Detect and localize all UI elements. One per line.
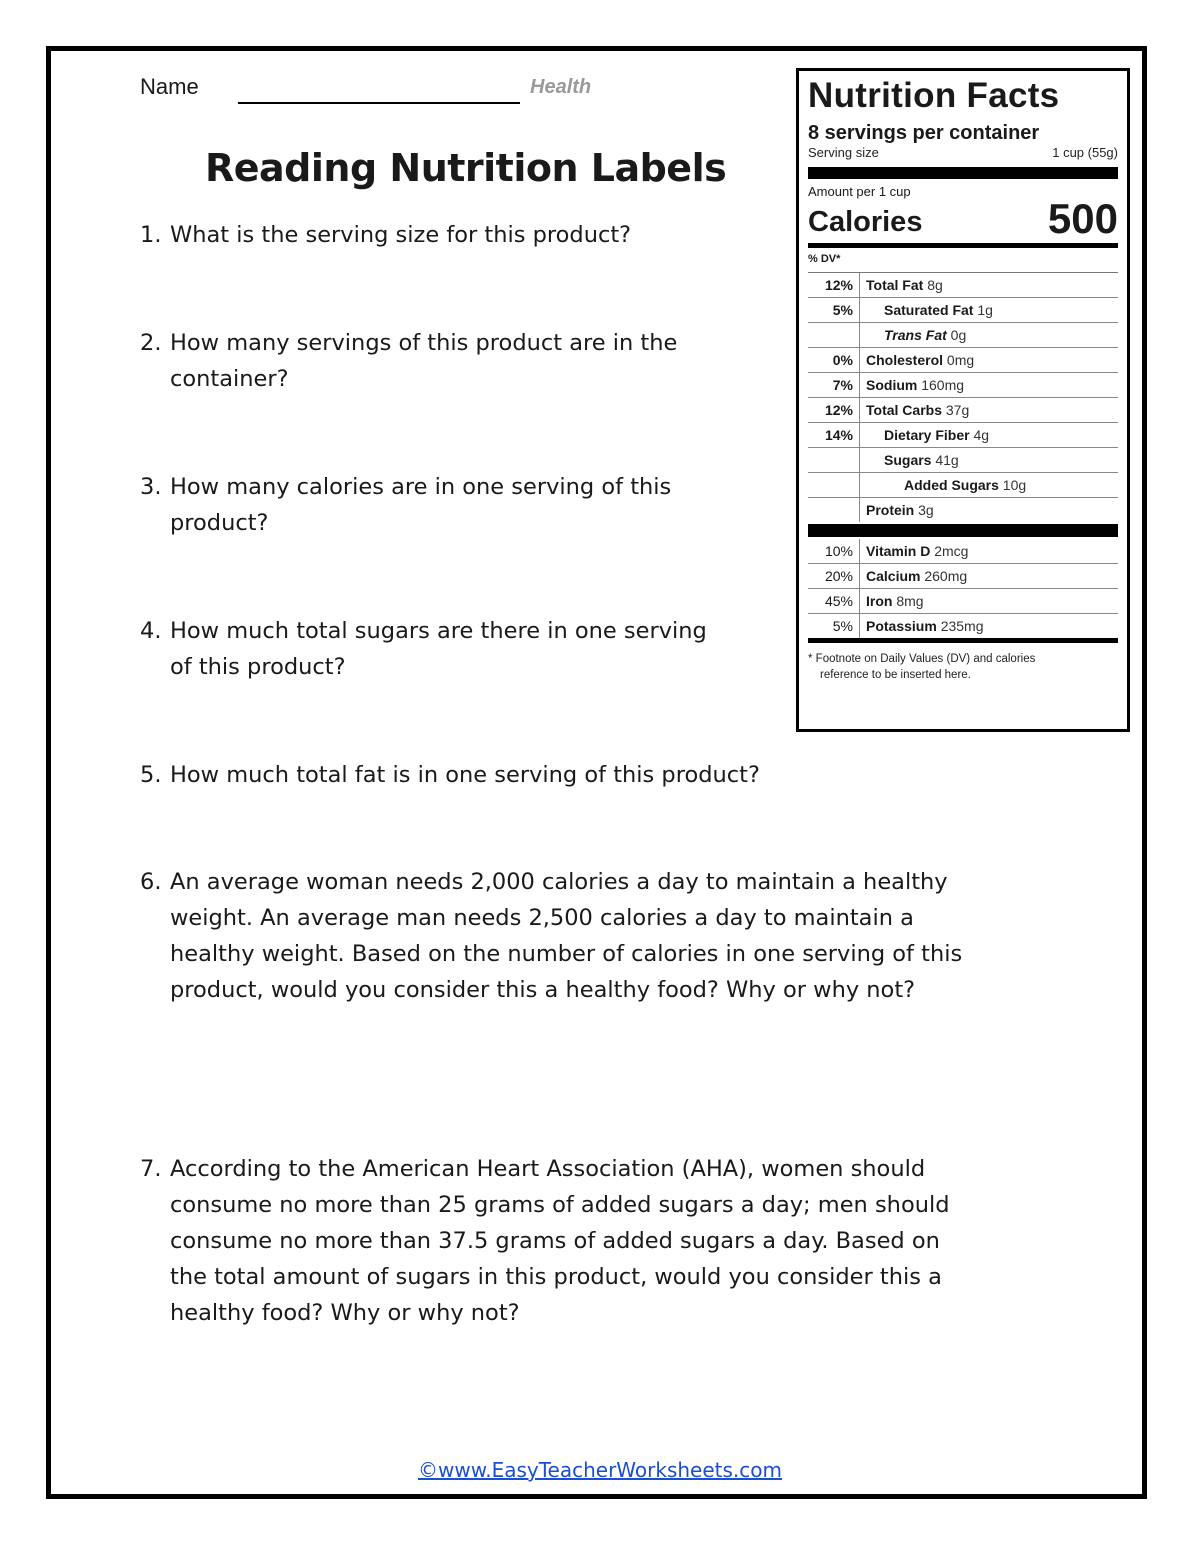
site-link[interactable]: ©www.EasyTeacherWorksheets.com (417, 1458, 782, 1482)
nutrient-row (808, 498, 1118, 522)
subject-label: Health (530, 76, 592, 98)
question-1 (140, 217, 631, 253)
nutrient-percent (808, 323, 860, 347)
nutrient-amount: 41g (935, 452, 959, 468)
vitamin-amount: 260mg (924, 568, 968, 584)
question-line: healthy weight. Based on the number of calories in one serving of this (170, 941, 963, 967)
calories-row (808, 195, 1118, 242)
question-line: weight. An average man needs 2,500 calories a day to maintain a (170, 905, 914, 931)
nutrient-row (808, 398, 1118, 423)
question-number: 1. (140, 222, 162, 248)
nutrient-name: Protein (866, 502, 915, 518)
question-line: of this product? (170, 654, 346, 680)
nutrient-name: Cholesterol (866, 352, 944, 368)
question-line: According to the American Heart Association (AHA), women should (170, 1156, 926, 1182)
nutrient-row (808, 273, 1118, 298)
nutrient-amount: 3g (918, 502, 934, 518)
nutrient-amount: 10g (1002, 477, 1027, 493)
nutrient-percent: 5% (808, 298, 860, 322)
vitamin-row (808, 614, 1118, 638)
question-5 (140, 757, 760, 793)
name-label: Name (140, 74, 199, 99)
nutrient-percent: 7% (808, 373, 860, 397)
calories-value: 500 (1047, 195, 1118, 242)
vitamin-percent: 20% (808, 564, 860, 588)
nutrient-percent: 0% (808, 348, 860, 372)
question-line: healthy food? Why or why not? (170, 1300, 520, 1326)
vitamin-name: Calcium (866, 568, 921, 584)
nutrient-amount: 37g (945, 402, 970, 418)
question-line: consume no more than 25 grams of added sugars a day; men should (170, 1192, 950, 1218)
divider-thick (808, 167, 1118, 179)
nutrient-percent (808, 473, 860, 497)
nutrient-percent (808, 498, 860, 522)
nutrient-name: Dietary Fiber (884, 427, 970, 443)
vitamin-name: Potassium (866, 618, 937, 634)
nutrient-amount: 8g (927, 277, 943, 293)
vitamin-name: Vitamin D (866, 543, 931, 559)
nutrient-row (808, 323, 1118, 348)
nutrient-row (808, 473, 1118, 498)
nutrition-facts-label (796, 68, 1130, 732)
nutrition-facts-title: Nutrition Facts (808, 76, 1060, 115)
vitamin-row (808, 539, 1118, 564)
question-number: 6. (140, 869, 162, 895)
question-number: 5. (140, 762, 162, 788)
name-blank-line[interactable] (238, 102, 520, 104)
question-4 (140, 613, 707, 685)
question-line: How many calories are in one serving of this (170, 474, 672, 500)
nutrient-row (808, 298, 1118, 323)
question-line: product? (170, 510, 269, 536)
question-number: 4. (140, 618, 162, 644)
divider-section (808, 524, 1118, 537)
nutrient-amount: 4g (973, 427, 990, 443)
nutrient-row (808, 448, 1118, 473)
question-line: consume no more than 37.5 grams of added sugars a day. Based on (170, 1228, 940, 1254)
serving-size-row (808, 145, 1118, 161)
vitamin-amount: 235mg (940, 618, 984, 634)
vitamin-row (808, 589, 1118, 614)
vitamin-row (808, 564, 1118, 589)
nutrient-percent: 14% (808, 423, 860, 447)
question-line: the total amount of sugars in this product, would you consider this a (170, 1264, 942, 1290)
question-2 (140, 325, 677, 397)
question-line: container? (170, 366, 289, 392)
daily-value-header: % DV* (808, 248, 1118, 273)
nutrient-name: Saturated Fat (884, 302, 974, 318)
question-line: product, would you consider this a healthy food? Why or why not? (170, 977, 916, 1003)
vitamin-percent: 45% (808, 589, 860, 613)
servings-per-container: 8 servings per container (808, 122, 1040, 144)
question-number: 7. (140, 1156, 162, 1182)
question-3 (140, 469, 671, 541)
label-footnote (808, 643, 1118, 683)
page-title: Reading Nutrition Labels (205, 146, 727, 190)
nutrient-name: Total Carbs (866, 402, 942, 418)
nutrient-name: Sodium (866, 377, 918, 393)
question-6 (140, 864, 962, 1008)
nutrient-name: Total Fat (866, 277, 924, 293)
footnote-line: reference to be inserted here. (820, 669, 971, 681)
nutrient-row (808, 373, 1118, 398)
question-line: An average woman needs 2,000 calories a day to maintain a healthy (170, 869, 948, 895)
question-line: How much total sugars are there in one serving (170, 618, 707, 644)
question-line: How many servings of this product are in the (170, 330, 678, 356)
nutrient-percent: 12% (808, 398, 860, 422)
nutrient-percent: 12% (808, 273, 860, 297)
vitamin-percent: 5% (808, 614, 860, 638)
amount-per-serving: Amount per 1 cup (808, 184, 911, 199)
serving-size-label: Serving size (808, 145, 879, 160)
nutrient-amount: 160mg (921, 377, 965, 393)
serving-size-value: 1 cup (55g) (1052, 145, 1118, 160)
nutrient-amount: 1g (977, 302, 993, 318)
footer (0, 1458, 1200, 1482)
question-line: What is the serving size for this product? (170, 222, 632, 248)
nutrient-amount: 0g (950, 327, 967, 343)
question-number: 2. (140, 330, 162, 356)
nutrient-name: Sugars (884, 452, 932, 468)
question-line: How much total fat is in one serving of this product? (170, 762, 760, 788)
calories-label: Calories (808, 206, 923, 238)
vitamin-amount: 8mg (896, 593, 924, 609)
vitamin-name: Iron (866, 593, 893, 609)
question-7 (140, 1151, 950, 1331)
question-number: 3. (140, 474, 162, 500)
nutrient-row (808, 348, 1118, 373)
nutrient-name: Trans Fat (884, 327, 947, 343)
nutrient-percent (808, 448, 860, 472)
nutrient-amount: 0mg (946, 352, 975, 368)
nutrient-row (808, 423, 1118, 448)
vitamin-percent: 10% (808, 539, 860, 563)
nutrient-name: Added Sugars (904, 477, 999, 493)
vitamin-amount: 2mcg (934, 543, 969, 559)
footnote-line: * Footnote on Daily Values (DV) and calories (808, 653, 1036, 665)
